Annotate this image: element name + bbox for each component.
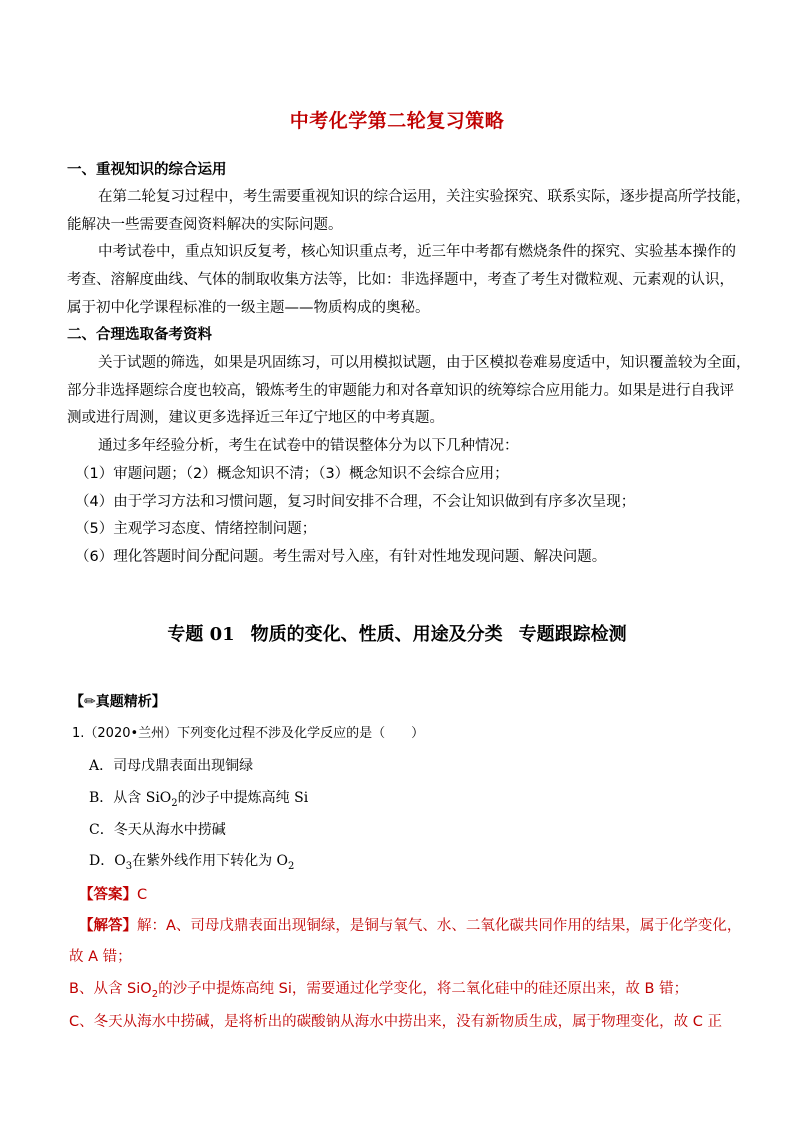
- option-c: C．冬天从海水中捞碱: [89, 822, 226, 838]
- explanation-line: C、冬天从海水中捞碱，是将析出的碳酸钠从海水中捞出来，没有新物质生成，属于物理变化，故 C 正: [69, 1014, 722, 1030]
- answer-line: [79, 883, 147, 904]
- section-tag: 【✏真题精析】: [70, 694, 166, 710]
- explanation-line: [69, 977, 688, 998]
- answer-label: 【答案】: [79, 887, 137, 903]
- paragraph-line: 关于试题的筛选，如果是巩固练习，可以用模拟试题，由于区模拟卷难易度适中，知识覆盖较为全面，: [98, 355, 751, 371]
- paragraph-line: 部分非选择题综合度也较高，锻炼考生的审题能力和对各章知识的统筹综合应用能力。如果是进行自我评: [67, 383, 734, 399]
- explanation-text: 解：A、司母戊鼎表面出现铜绿，是铜与氧气、水、二氧化碳共同作用的结果，属于化学变化，: [137, 918, 742, 934]
- option-a: A．司母戊鼎表面出现铜绿: [89, 758, 254, 774]
- subscript: 3: [125, 861, 133, 872]
- explanation-label: 【解答】: [79, 918, 137, 934]
- paragraph-line: 在第二轮复习过程中，考生需要重视知识的综合运用，关注实验探究、联系实际，逐步提高所学技能，: [98, 189, 751, 205]
- explanation-text: 的沙子中提炼高纯 Si，需要通过化学变化，将二氧化硅中的硅还原出来，故 B 错；: [158, 981, 689, 997]
- paragraph-line: 中考试卷中，重点知识反复考，核心知识重点考，近三年中考都有燃烧条件的探究、实验基本操作的: [98, 244, 736, 260]
- option-d-text: D．O: [89, 853, 126, 869]
- option-b-text: B．从含 SiO: [89, 790, 172, 806]
- option-d: [89, 850, 294, 870]
- list-item: （5）主观学习态度、情绪控制问题；: [75, 521, 317, 537]
- subscript: 2: [171, 798, 178, 809]
- answer-value: C: [137, 887, 148, 903]
- topic-suffix: 专题跟踪检测: [518, 624, 627, 645]
- section-heading-1: 一、重视知识的综合运用: [67, 162, 227, 178]
- topic-number: 专题 01: [167, 624, 235, 645]
- explanation-line: [79, 914, 741, 935]
- option-d-text: 在紫外线作用下转化为 O: [132, 853, 289, 869]
- topic-name: 物质的变化、性质、用途及分类: [250, 624, 503, 645]
- explanation-text: B、从含 SiO: [69, 981, 152, 997]
- list-item: （6）理化答题时间分配问题。考生需对号入座，有针对性地发现问题、解决问题。: [75, 549, 607, 565]
- section-heading-2: 二、合理选取备考资料: [67, 327, 212, 343]
- option-b: [89, 787, 308, 807]
- explanation-line: 故 A 错；: [69, 949, 132, 965]
- paragraph-line: 通过多年经验分析，考生在试卷中的错误整体分为以下几种情况：: [98, 438, 519, 454]
- paragraph-line: 能解决一些需要查阅资料解决的实际问题。: [67, 217, 343, 233]
- list-item: （1）审题问题；（2）概念知识不清；（3）概念知识不会综合应用；: [75, 466, 509, 482]
- topic-title: [0, 620, 794, 646]
- option-b-text: 的沙子中提炼高纯 Si: [177, 790, 309, 806]
- paragraph-line: 属于初中化学课程标准的一级主题——物质构成的奥秘。: [67, 300, 430, 316]
- subscript: 2: [288, 861, 295, 872]
- paragraph-line: 测或进行周测，建议更多选择近三年辽宁地区的中考真题。: [67, 410, 444, 426]
- paragraph-line: 考查、溶解度曲线、气体的制取收集方法等，比如：非选择题中，考查了考生对微粒观、元素观的认识，: [67, 272, 734, 288]
- document-title: 中考化学第二轮复习策略: [289, 110, 505, 132]
- question-stem: 1.（2020•兰州）下列变化过程不涉及化学反应的是（ ）: [72, 726, 425, 741]
- subscript: 2: [151, 989, 159, 1000]
- list-item: （4）由于学习方法和习惯问题，复习时间安排不合理，不会让知识做到有序多次呈现；: [75, 494, 636, 510]
